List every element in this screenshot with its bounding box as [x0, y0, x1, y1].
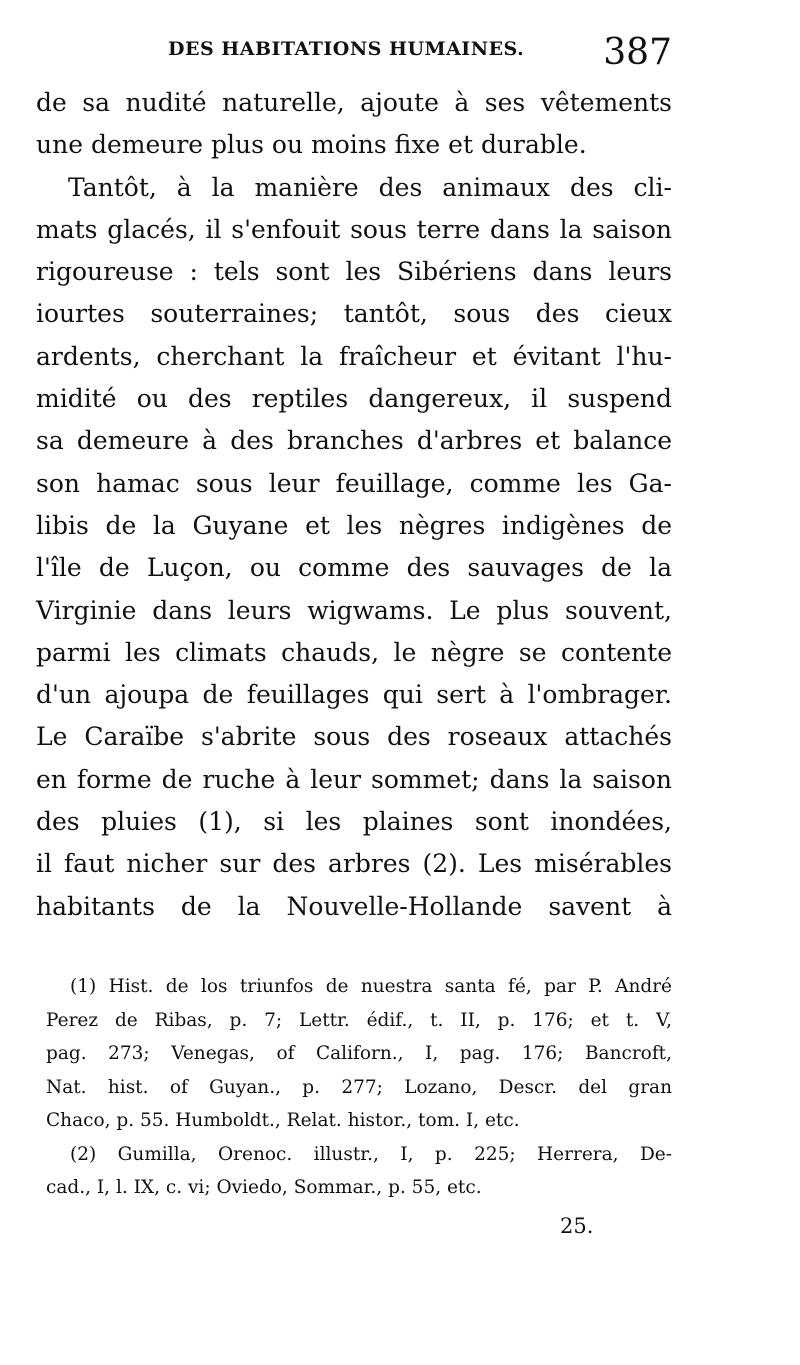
running-head — [36, 28, 672, 88]
footnote-line: Chaco, p. 55. Humboldt., Relat. histor., tom. I, etc. — [46, 1110, 520, 1131]
footnote-line: cad., I, l. IX, c. vi; Oviedo, Sommar., p. 55, etc. — [46, 1177, 482, 1198]
body-line: de sa nudité naturelle, ajoute à ses vêtements — [36, 88, 672, 117]
body-line: son hamac sous leur feuillage, comme les Ga- — [36, 468, 672, 498]
body-line: parmi les climats chauds, le nègre se contente — [36, 637, 672, 667]
body-line: en forme de ruche à leur sommet; dans la saison — [36, 764, 672, 794]
footnote-line: Nat. hist. of Guyan., p. 277; Lozano, Descr. del gran — [46, 1076, 672, 1098]
running-title: DES HABITATIONS HUMAINES. — [168, 38, 525, 60]
body-line: sa demeure à des branches d'arbres et balance — [36, 426, 672, 456]
body-line: Le Caraïbe s'abrite sous des roseaux attachés — [36, 722, 672, 752]
printer-signature: 25. — [560, 1214, 594, 1238]
body-line: Tantôt, à la manière des animaux des cli- — [68, 172, 672, 202]
body-line: mats glacés, il s'enfouit sous terre dans la saison — [36, 214, 672, 244]
body-line: libis de la Guyane et les nègres indigènes de — [36, 510, 672, 540]
footnote-line: (1) Hist. de los triunfos de nuestra santa fé, par P. André — [70, 976, 672, 997]
body-line: habitants de la Nouvelle-Hollande savent à — [36, 891, 672, 921]
body-line: une demeure plus ou moins fixe et durable. — [36, 130, 587, 160]
body-text — [36, 82, 672, 928]
body-line: il faut nicher sur des arbres (2). Les misérables — [36, 849, 672, 879]
footnote-line: Perez de Ribas, p. 7; Lettr. édif., t. II, p. 176; et t. V, — [46, 1009, 672, 1031]
body-line: ardents, cherchant la fraîcheur et évitant l'hu- — [36, 341, 672, 371]
body-line: rigoureuse : tels sont les Sibériens dans leurs — [36, 257, 672, 287]
page-number: 387 — [603, 32, 672, 73]
body-line: l'île de Luçon, ou comme des sauvages de la — [36, 553, 672, 583]
footnote-line: (2) Gumilla, Orenoc. illustr., I, p. 225; Herrera, De- — [70, 1143, 672, 1165]
body-line: des pluies (1), si les plaines sont inondées, — [36, 807, 672, 837]
footnote-line: pag. 273; Venegas, of Californ., I, pag. 176; Bancroft, — [46, 1043, 672, 1064]
body-line: Virginie dans leurs wigwams. Le plus souvent, — [36, 595, 672, 625]
body-line: iourtes souterraines; tantôt, sous des cieux — [36, 299, 672, 329]
footnotes — [46, 970, 672, 1205]
body-line: d'un ajoupa de feuillages qui sert à l'ombrager. — [36, 680, 672, 710]
body-line: midité ou des reptiles dangereux, il suspend — [36, 384, 672, 414]
